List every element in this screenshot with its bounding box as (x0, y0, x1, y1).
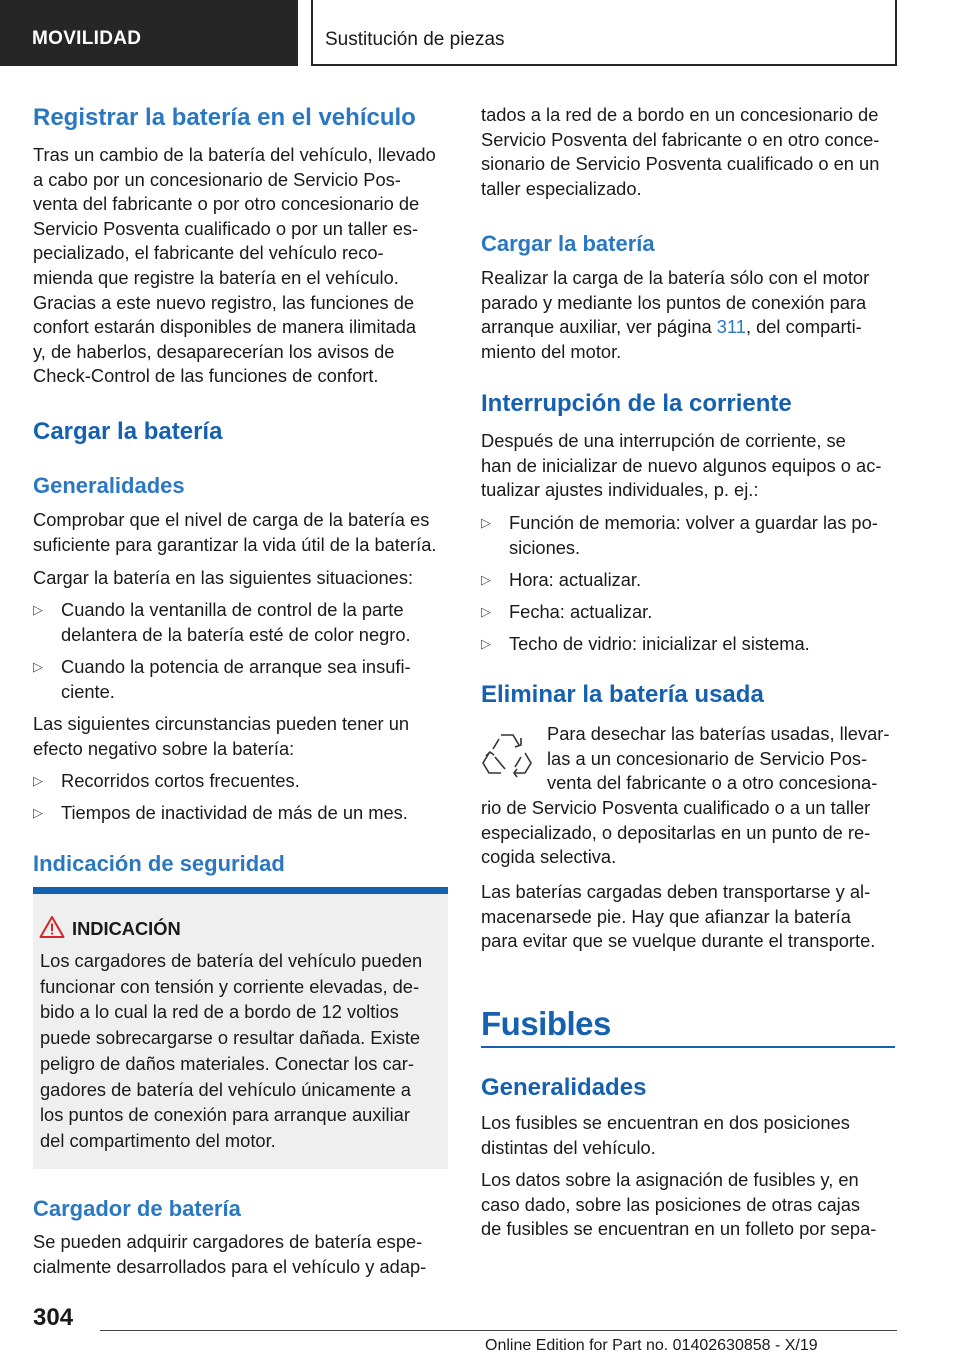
text-line: siciones. (509, 536, 581, 558)
list-item-text: Fecha: actualizar. (509, 601, 653, 622)
general-heading: Generalidades (33, 473, 185, 498)
text-line: Se pueden adquirir cargadores de batería espe- (33, 1231, 423, 1252)
text-line: peligro de daños materiales. Conectar los car- (40, 1052, 414, 1074)
charge-battery-paragraph (481, 266, 895, 364)
text-line: Servicio Posventa del fabricante o en otro conce- (481, 128, 880, 150)
text-line: bido a lo cual la red de a bordo de 12 voltios (40, 1001, 399, 1023)
list-item-text: Tiempos de inactividad de más de un mes. (61, 802, 408, 823)
bullet-triangle-icon: ▷ (481, 572, 491, 587)
charge-heading: Cargar la batería (33, 418, 223, 445)
text-line: rio de Servicio Posventa cualificado o a un taller (481, 797, 871, 818)
dispose-indented-paragraph (547, 722, 895, 796)
note-accent-bar (33, 887, 448, 894)
text-line: Check-Control de las funciones de confort. (33, 365, 379, 387)
fuses-paragraph (481, 1111, 895, 1160)
text-line: cogida selectiva. (481, 846, 617, 868)
charger-paragraph (33, 1230, 448, 1279)
bullet-triangle-icon: ▷ (33, 805, 43, 820)
text-line: han de inicializar de nuevo algunos equipos o ac- (481, 454, 882, 476)
list-item-text: Recorridos cortos frecuentes. (61, 770, 300, 791)
text-line: macenarsede pie. Hay que afianzar la batería (481, 905, 851, 927)
text-line: parado y mediante los puntos de conexión para (481, 291, 867, 313)
text-line: las a un concesionario de Servicio Pos- (547, 747, 868, 769)
text-line: mienda que registre la batería en el vehículo. (33, 266, 399, 288)
text-line: especializado, o depositarlas en un punto de re- (481, 821, 871, 843)
text-line: de fusibles se encuentran en un folleto por sepa- (481, 1218, 877, 1240)
page-link[interactable]: 311 (716, 316, 746, 338)
charger-continued-paragraph (481, 103, 895, 201)
bullet-triangle-icon: ▷ (33, 602, 43, 617)
text-line: tados a la red de a bordo en un concesionario de (481, 104, 879, 125)
negative-paragraph (33, 712, 448, 761)
text-line: Los datos sobre la asignación de fusibles y, en (481, 1169, 859, 1190)
transport-paragraph (481, 880, 895, 954)
text-line: Tras un cambio de la batería del vehículo, llevado (33, 144, 436, 165)
text-line: gadores de batería del vehículo únicamente a (40, 1078, 411, 1100)
warning-triangle-icon (39, 915, 65, 939)
text-fragment: arranque auxiliar, ver página (481, 316, 717, 338)
text-line: funcionar con tensión y corriente elevadas, de- (40, 975, 420, 997)
text-line: suficiente para garantizar la vida útil de la batería. (33, 533, 437, 555)
fuses-heading: Fusibles (481, 1005, 611, 1042)
recycle-icon (481, 727, 533, 779)
text-line: caso dado, sobre las posiciones de otras cajas (481, 1193, 861, 1215)
list-item-text: Techo de vidrio: inicializar el sistema. (509, 633, 810, 654)
bullet-triangle-icon: ▷ (33, 659, 43, 674)
text-line: para evitar que se vuelque durante el transporte. (481, 930, 876, 952)
text-line: confort estarán disponibles de manera ilimitada (33, 316, 417, 338)
text-line: miento del motor. (481, 340, 622, 362)
text-line: Comprobar que el nivel de carga de la batería es (33, 509, 430, 530)
text-line: taller especializado. (481, 177, 642, 199)
register-heading: Registrar la batería en el vehículo (33, 104, 416, 131)
text-line: Cuando la potencia de arranque sea insufi- (61, 656, 411, 677)
text-line: y, de haberlos, desaparecerían los avisos de (33, 340, 395, 362)
text-line: efecto negativo sobre la batería: (33, 737, 295, 759)
fuses-general-heading: Generalidades (481, 1074, 647, 1101)
interrupt-heading: Interrupción de la corriente (481, 390, 792, 417)
text-line: venta del fabricante o por otro concesionario de (33, 193, 420, 215)
text-line: tualizar ajustes individuales, p. ej.: (481, 479, 759, 501)
text-line: delantera de la batería esté de color negro. (61, 623, 411, 645)
register-paragraph (33, 143, 448, 389)
text-line: pecializado, el fabricante del vehículo reco- (33, 242, 384, 264)
safety-heading: Indicación de seguridad (33, 851, 285, 876)
footer-divider (100, 1330, 897, 1331)
text-line (481, 315, 895, 340)
text-line: Las siguientes circunstancias pueden tener un (33, 713, 410, 734)
text-line: venta del fabricante o a otro concesiona- (547, 772, 878, 794)
fuses-divider (481, 1046, 895, 1048)
text-line: Realizar la carga de la batería sólo con el motor (481, 267, 870, 288)
general-paragraph (33, 508, 448, 557)
situations-intro: Cargar la batería en las siguientes situaciones: (33, 567, 414, 588)
header-chapter-tab (311, 0, 897, 66)
fuses-more-paragraph (481, 1168, 895, 1242)
text-line: cialmente desarrollados para el vehículo y adap- (33, 1255, 427, 1277)
header-section-tab (0, 0, 298, 66)
header-chapter-label: Sustitución de piezas (325, 29, 505, 50)
text-line: Cuando la ventanilla de control de la parte (61, 599, 404, 620)
text-line: distintas del vehículo. (481, 1136, 656, 1158)
note-text (40, 948, 440, 1154)
text-line: Función de memoria: volver a guardar las po- (509, 512, 878, 533)
dispose-heading: Eliminar la batería usada (481, 681, 764, 708)
text-line: ciente. (61, 680, 115, 702)
text-line: los puntos de conexión para arranque auxiliar (40, 1104, 410, 1126)
list-item-text: Hora: actualizar. (509, 569, 642, 590)
bullet-triangle-icon: ▷ (481, 515, 491, 530)
footer-edition: Online Edition for Part no. 01402630858 - X/19 (485, 1337, 818, 1354)
note-label: INDICACIÓN (72, 918, 181, 939)
header-section-label: MOVILIDAD (32, 28, 142, 49)
text-line: puede sobrecargarse o resultar dañada. Existe (40, 1027, 421, 1049)
text-line: Los cargadores de batería del vehículo pueden (40, 950, 423, 971)
text-line: Para desechar las baterías usadas, llevar- (547, 723, 890, 744)
interrupt-paragraph (481, 429, 895, 503)
text-line: Después de una interrupción de corriente, se (481, 430, 846, 451)
text-line: a cabo por un concesionario de Servicio Pos- (33, 168, 401, 190)
bullet-triangle-icon: ▷ (481, 636, 491, 651)
charge-battery-heading: Cargar la batería (481, 231, 655, 256)
dispose-paragraph (481, 796, 895, 870)
text-line: Gracias a este nuevo registro, las funciones de (33, 291, 415, 313)
page-number: 304 (33, 1304, 74, 1331)
charger-heading: Cargador de batería (33, 1196, 241, 1221)
bullet-triangle-icon: ▷ (33, 773, 43, 788)
text-line: Las baterías cargadas deben transportarse y al- (481, 881, 871, 902)
bullet-triangle-icon: ▷ (481, 604, 491, 619)
text-line: del compartimento del motor. (40, 1129, 276, 1151)
text-fragment: , del comparti- (745, 316, 862, 338)
text-line: sionario de Servicio Posventa cualificado o en un (481, 153, 880, 175)
text-line: Servicio Posventa cualificado o por un taller es- (33, 217, 419, 239)
text-line: Los fusibles se encuentran en dos posiciones (481, 1112, 850, 1133)
